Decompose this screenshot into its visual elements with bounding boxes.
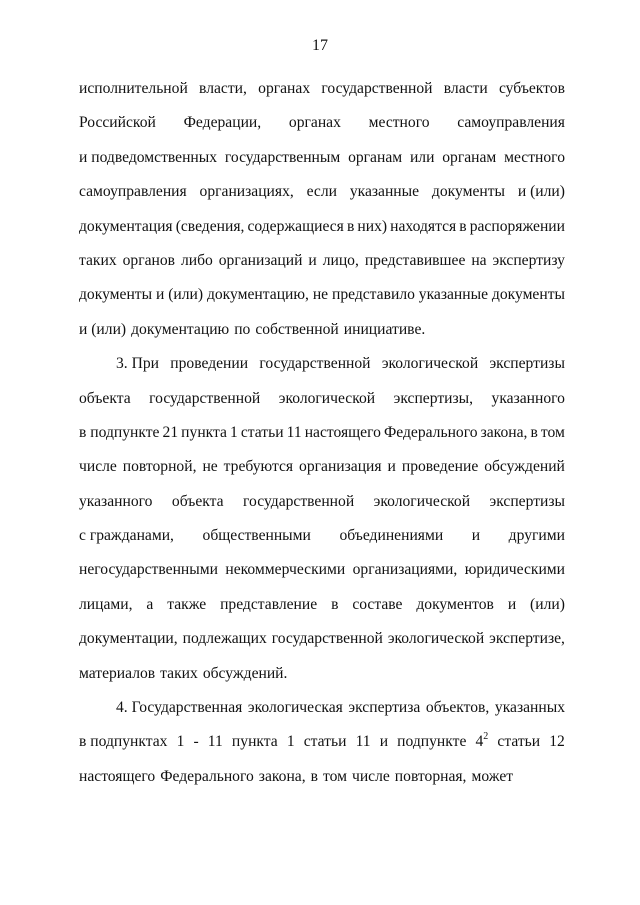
- word: числе: [79, 458, 117, 476]
- word: юридическими: [464, 561, 565, 579]
- word: или: [409, 148, 435, 166]
- text-line: [79, 418, 565, 452]
- text-line: [79, 177, 565, 211]
- word: экспертизу: [492, 251, 565, 269]
- word: 1: [286, 733, 295, 751]
- word: государственной: [149, 389, 261, 407]
- word: органов: [122, 251, 176, 269]
- word: статьи: [497, 733, 541, 751]
- word: документации,: [79, 630, 178, 648]
- word: 11: [355, 733, 371, 751]
- word: том: [540, 423, 565, 441]
- word: (или): [530, 595, 565, 613]
- word: Российской: [79, 114, 156, 132]
- word: объединениями: [339, 527, 444, 545]
- word: исполнительной: [79, 80, 188, 97]
- word: и: [308, 251, 317, 269]
- word: объекта: [171, 492, 224, 510]
- word: может: [471, 767, 514, 785]
- word: обсуждений: [484, 458, 565, 476]
- word: экспертизы,: [393, 389, 474, 407]
- word: государственной: [271, 630, 383, 648]
- word: в подпункте: [79, 423, 160, 441]
- word: повторной,: [122, 458, 197, 476]
- word: государственным: [224, 148, 341, 166]
- text-line: [79, 487, 565, 521]
- word: если: [306, 183, 337, 201]
- word: 3. При: [116, 355, 159, 373]
- word: настоящего: [304, 423, 381, 441]
- word: закона,: [480, 423, 528, 441]
- word: представило: [331, 286, 415, 304]
- text-line: [79, 659, 565, 693]
- word: лицами,: [79, 595, 133, 613]
- word: экспертизе,: [489, 630, 565, 648]
- word: и (или): [517, 183, 565, 201]
- word: и: [379, 733, 389, 751]
- word: 11: [207, 733, 223, 751]
- word: статьи: [240, 423, 284, 441]
- word: органах: [288, 114, 341, 132]
- word: объекта: [79, 389, 131, 407]
- word: документацию,: [206, 286, 309, 304]
- paragraph-2: [79, 349, 565, 693]
- word: указанного: [79, 492, 153, 510]
- word: документы: [491, 286, 565, 304]
- word: представление: [220, 595, 318, 613]
- word: них): [357, 217, 388, 235]
- word: указанного: [491, 389, 565, 407]
- word: организациях,: [199, 183, 294, 201]
- word: а: [146, 595, 154, 613]
- text-line: [79, 384, 565, 418]
- word: власти: [443, 80, 488, 97]
- word: таких: [160, 664, 198, 682]
- word: организация: [299, 458, 382, 476]
- word: пункта: [231, 733, 278, 751]
- word: не: [202, 458, 218, 476]
- text-line: [79, 143, 565, 177]
- word: и: [387, 458, 396, 476]
- word: экологической: [381, 355, 479, 373]
- word: 1: [176, 733, 185, 751]
- word: в подпунктах: [79, 733, 168, 751]
- text-line: [79, 452, 565, 486]
- text-line: [79, 212, 565, 246]
- word: также: [167, 595, 207, 613]
- word: либо: [180, 251, 213, 269]
- word: 4. Государственная: [116, 699, 243, 717]
- word: объектов,: [425, 699, 490, 717]
- word: статьи: [303, 733, 347, 751]
- word: экспертиза: [348, 699, 421, 717]
- text-line: [79, 108, 565, 142]
- word: указанных: [494, 699, 565, 717]
- word: содержащиеся: [247, 217, 344, 235]
- word: власти,: [199, 80, 247, 97]
- word: самоуправления: [457, 114, 565, 132]
- word: в: [346, 217, 355, 235]
- page-number: 17: [312, 37, 328, 54]
- word: представившее: [364, 251, 466, 269]
- word: и (или): [79, 320, 127, 338]
- word: повторная,: [394, 767, 467, 785]
- word: не: [312, 286, 329, 304]
- word: документацию: [131, 320, 230, 338]
- text-line: [79, 280, 565, 314]
- text-line: [79, 555, 565, 589]
- text-line: [79, 590, 565, 624]
- word: экологической: [278, 389, 376, 407]
- word: субъектов: [498, 80, 565, 97]
- word: органам: [348, 148, 403, 166]
- word: материалов: [79, 664, 156, 682]
- word: документы: [431, 183, 506, 201]
- word: по: [234, 320, 251, 338]
- word: том: [323, 767, 347, 785]
- word: в: [530, 423, 538, 441]
- word: Федерального: [383, 423, 478, 441]
- word: находятся: [390, 217, 457, 235]
- text-line: [79, 624, 565, 658]
- word: 21: [162, 423, 179, 441]
- word: проведении: [170, 355, 249, 373]
- word: пункта: [181, 423, 227, 441]
- word: государственной: [243, 492, 355, 510]
- word: экспертизы: [489, 492, 565, 510]
- word: настоящего: [79, 767, 156, 785]
- word: составе: [352, 595, 403, 613]
- word: таких: [79, 251, 117, 269]
- word: $4^2$: [475, 731, 489, 751]
- text-line: [79, 315, 565, 349]
- word: закона,: [258, 767, 306, 785]
- text-line: [79, 246, 565, 280]
- word: некоммерческими: [225, 561, 346, 579]
- word: местного: [504, 148, 565, 166]
- word: в: [331, 595, 339, 613]
- word: в: [310, 767, 318, 785]
- word: экологическая: [247, 699, 343, 717]
- word: на: [471, 251, 487, 269]
- word: и подведомственных: [79, 148, 218, 166]
- word: общественными: [202, 527, 311, 545]
- word: и: [471, 527, 481, 545]
- word: подпункте: [397, 733, 467, 751]
- word: подлежащих: [182, 630, 267, 648]
- word: экспертизы: [489, 355, 565, 373]
- word: с гражданами,: [79, 527, 174, 545]
- word: 12: [549, 733, 565, 751]
- paragraph-1: [79, 74, 565, 349]
- word: Федерального: [160, 767, 254, 785]
- word: проведение: [401, 458, 479, 476]
- text-line: [79, 727, 565, 761]
- word: Федерации,: [183, 114, 262, 132]
- word: указанные: [418, 286, 489, 304]
- word: организаций: [218, 251, 303, 269]
- word: самоуправления: [79, 183, 187, 201]
- text-line: [79, 762, 565, 796]
- text-line: [79, 349, 565, 383]
- word: экологической: [387, 630, 485, 648]
- word: в: [459, 217, 467, 235]
- word: документы: [79, 286, 153, 304]
- word: документов: [416, 595, 494, 613]
- word: и: [155, 286, 165, 304]
- word: обсуждений.: [202, 664, 288, 682]
- word: собственной: [255, 320, 339, 338]
- word: указанные: [349, 183, 420, 201]
- word: органах: [258, 80, 311, 97]
- word: экологической: [373, 492, 471, 510]
- word: другими: [508, 527, 565, 545]
- word: (или): [168, 286, 204, 304]
- text-line: [79, 693, 565, 727]
- word: лицо,: [322, 251, 359, 269]
- word: организациями,: [352, 561, 458, 579]
- word: негосударственными: [79, 561, 218, 579]
- word: государственной: [321, 80, 433, 97]
- word: государственной: [259, 355, 371, 373]
- text-line: [79, 521, 565, 555]
- word: требуются: [223, 458, 294, 476]
- word: распоряжении: [469, 217, 565, 235]
- word: органам: [442, 148, 497, 166]
- word: -: [193, 733, 199, 751]
- text-line: [79, 74, 565, 108]
- word: документация: [79, 217, 173, 235]
- word: местного: [368, 114, 430, 132]
- word: 1: [230, 423, 238, 441]
- word: инициативе.: [343, 320, 426, 338]
- superscript: 2: [483, 731, 489, 743]
- word: и: [507, 595, 517, 613]
- word: числе: [351, 767, 390, 785]
- word: (сведения,: [175, 217, 245, 235]
- paragraph-3: [79, 693, 565, 796]
- word: 11: [286, 423, 302, 441]
- document-body: [79, 74, 565, 796]
